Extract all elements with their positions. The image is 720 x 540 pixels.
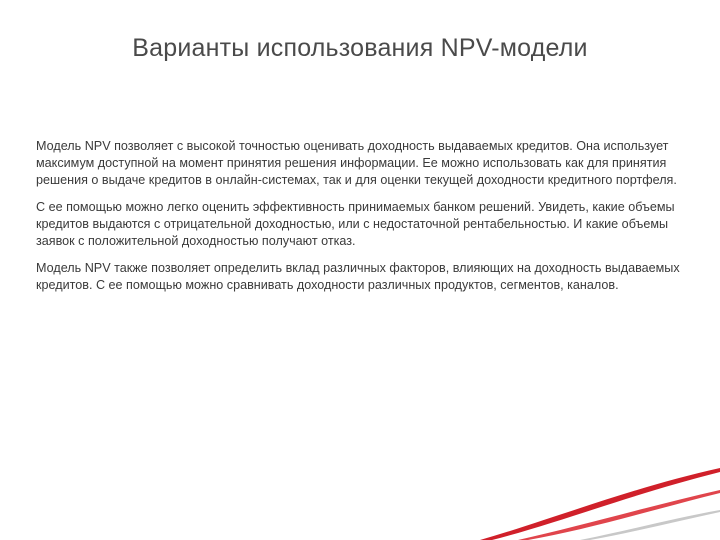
paragraph-1: Модель NPV позволяет с высокой точностью оценивать доходность выдаваемых кредитов. Она использует максимум доступной на момент принятия решения информации. Ее можно использовать как для принятия решения о выдаче кредитов в онлайн-системах, так и для оценки текущей доходности кредитного портфеля.	[36, 139, 677, 187]
slide-body	[36, 138, 688, 304]
red-swoosh-upper	[480, 468, 720, 540]
paragraph-3: Модель NPV также позволяет определить вклад различных факторов, влияющих на доходность выдаваемых кредитов. С ее помощью можно сравнивать доходности различных продуктов, сегментов, каналов.	[36, 261, 680, 292]
slide-title: Варианты использования NPV-модели	[132, 34, 588, 62]
red-swoosh-decoration	[460, 460, 720, 540]
grey-swoosh	[580, 510, 720, 540]
paragraph-2: С ее помощью можно легко оценить эффективность принимаемых банком решений. Увидеть, какие объемы кредитов выдаются с отрицательной доходностью, или с недостаточной рентабельностью. И какие объемы заявок с положительной доходностью получают отказ.	[36, 200, 675, 248]
